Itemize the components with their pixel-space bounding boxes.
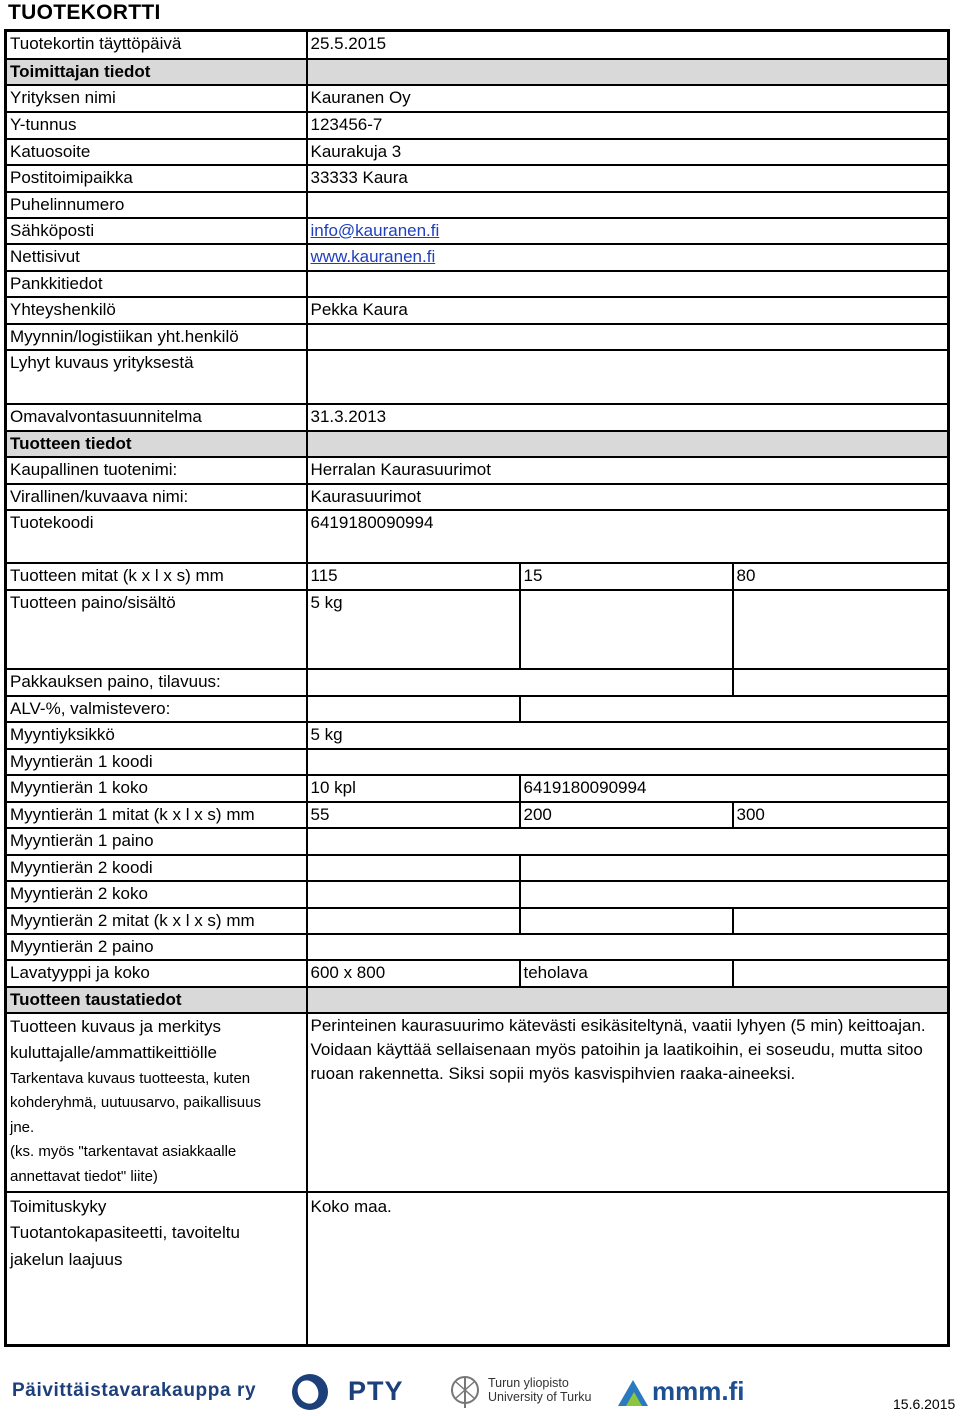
footer-date: 15.6.2015 [893,1396,956,1412]
row-b2-size [6,881,949,908]
product-dims-k[interactable]: 115 [307,563,520,590]
row-bank [6,271,949,297]
product-desc-sub-3: jne. [10,1118,35,1136]
ytunnus-value[interactable]: 123456-7 [307,112,949,139]
utu-line-1: Turun yliopisto [488,1376,569,1390]
bank-value[interactable] [307,271,949,297]
street-label: Katuosoite [6,139,307,165]
mmm-triangle-inner-icon [626,1392,642,1406]
pallet-label: Lavatyyppi ja koko [6,960,307,987]
b1-size-code[interactable]: 6419180090994 [520,775,949,802]
email-label: Sähköposti [6,218,307,244]
product-weight-value[interactable]: 5 kg [307,590,520,669]
pack-weight-label: Pakkauksen paino, tilavuus: [6,669,307,696]
official-name-value[interactable]: Kaurasuurimot [307,484,949,510]
b2-dims-label: Myyntierän 2 mitat (k x l x s) mm [6,908,307,934]
pallet-size[interactable]: 600 x 800 [307,960,520,987]
delivery-label-cell [6,1192,307,1346]
utu-line-2: University of Turku [488,1390,592,1404]
trade-name-label: Kaupallinen tuotenimi: [6,457,307,484]
contact-label: Yhteyshenkilö [6,297,307,324]
row-b2-code [6,855,949,881]
delivery-value[interactable]: Koko maa. [307,1192,949,1346]
row-contact [6,297,949,324]
product-dims-s[interactable]: 80 [733,563,949,590]
self-control-label: Omavalvontasuunnitelma [6,404,307,431]
web-label: Nettisivut [6,244,307,271]
product-desc-label-cell [6,1013,307,1192]
row-b1-size [6,775,949,802]
row-sales-unit [6,722,949,749]
email-link[interactable]: info@kauranen.fi [310,220,440,240]
supplier-heading: Toimittajan tiedot [6,59,307,85]
sales-contact-value[interactable] [307,324,949,350]
company-desc-label: Lyhyt kuvaus yrityksestä [6,350,307,404]
fill-date-label: Tuotekortin täyttöpäivä [6,31,307,59]
row-company-desc [6,350,949,404]
row-web [6,244,949,271]
row-street [6,139,949,165]
logo-pty: PTY [348,1376,404,1406]
b1-size-label: Myyntierän 1 koko [6,775,307,802]
product-desc-label-2: kuluttajalle/ammattikeittiölle [10,1043,217,1062]
sales-contact-label: Myynnin/logistiikan yht.henkilö [6,324,307,350]
b2-code-label: Myyntierän 2 koodi [6,855,307,881]
row-fill-date [6,31,949,59]
row-b2-weight [6,934,949,960]
b1-dims-s[interactable]: 300 [733,802,949,828]
product-heading: Tuotteen tiedot [6,431,307,457]
logo-paivittaistavarakauppa: Päivittäistavarakauppa ry [12,1380,257,1401]
row-email [6,218,949,244]
b1-dims-k[interactable]: 55 [307,802,520,828]
trade-name-value[interactable]: Herralan Kaurasuurimot [307,457,949,484]
row-b1-code [6,749,949,775]
product-card-form [4,29,950,1347]
row-sales-contact [6,324,949,350]
company-value[interactable]: Kauranen Oy [307,85,949,112]
phone-value[interactable] [307,192,949,218]
row-pack-weight [6,669,949,696]
row-pallet [6,960,949,987]
footer-logos [0,1362,960,1416]
row-trade-name [6,457,949,484]
section-background [6,987,949,1013]
page-title: TUOTEKORTTI [8,1,161,24]
row-phone [6,192,949,218]
ytunnus-label: Y-tunnus [6,112,307,139]
delivery-label-1: Toimituskyky [10,1196,107,1216]
pallet-type[interactable]: teholava [520,960,733,987]
logo-university-of-turku [488,1376,592,1404]
company-label: Yrityksen nimi [6,85,307,112]
section-supplier [6,59,949,85]
product-code-value[interactable]: 6419180090994 [307,510,949,563]
logo-mmm: mmm.fi [652,1376,745,1406]
product-desc-sub-5: annettavat tiedot" liite) [10,1167,158,1185]
product-dims-label: Tuotteen mitat (k x l x s) mm [6,563,307,590]
product-desc-label-1: Tuotteen kuvaus ja merkitys [10,1016,222,1036]
b1-weight-label: Myyntierän 1 paino [6,828,307,855]
b1-size-value[interactable]: 10 kpl [307,775,520,802]
product-desc-value[interactable]: Perinteinen kaurasuurimo kätevästi esikäsiteltynä, vaatii lyhyen (5 min) keittoajan. Voidaan käyttää sellaisenaan myös patoihin ja laatikoihin, ei soseudu, mutta sitoo ruoan rakennetta. Siksi sopii myös kasvispihvien raaka-aineeksi. [307,1013,949,1192]
self-control-value[interactable]: 31.3.2013 [307,404,949,431]
row-delivery [6,1192,949,1346]
row-product-description [6,1013,949,1192]
row-company [6,85,949,112]
product-desc-sub-4: (ks. myös "tarkentavat asiakkaalle [10,1143,237,1160]
sales-unit-label: Myyntiyksikkö [6,722,307,749]
delivery-label-2: Tuotantokapasiteetti, tavoiteltu [10,1223,240,1242]
street-value[interactable]: Kaurakuja 3 [307,139,949,165]
product-weight-label: Tuotteen paino/sisältö [6,590,307,669]
row-self-control [6,404,949,431]
postal-value[interactable]: 33333 Kaura [307,165,949,192]
bank-label: Pankkitiedot [6,271,307,297]
b1-code-label: Myyntierän 1 koodi [6,749,307,775]
b2-size-label: Myyntierän 2 koko [6,881,307,908]
product-code-label: Tuotekoodi [6,510,307,563]
row-b2-dims [6,908,949,934]
postal-label: Postitoimipaikka [6,165,307,192]
row-product-dims [6,563,949,590]
section-product [6,431,949,457]
product-desc-sub-1: Tarkentava kuvaus tuotteesta, kuten [10,1069,251,1087]
b2-weight-label: Myyntierän 2 paino [6,934,307,960]
row-b1-dims [6,802,949,828]
company-desc-value[interactable] [307,350,949,404]
row-vat [6,696,949,722]
official-name-label: Virallinen/kuvaava nimi: [6,484,307,510]
product-dims-l[interactable]: 15 [520,563,733,590]
product-desc-sub-2: kohderyhmä, uutuusarvo, paikallisuus [10,1094,261,1111]
row-ytunnus [6,112,949,139]
pty-logo-icon [292,1374,328,1410]
b1-dims-l[interactable]: 200 [520,802,733,828]
contact-value[interactable]: Pekka Kaura [307,297,949,324]
row-b1-weight [6,828,949,855]
row-official-name [6,484,949,510]
university-emblem-icon [448,1374,482,1410]
web-link[interactable]: www.kauranen.fi [310,246,436,266]
fill-date-value[interactable]: 25.5.2015 [307,31,949,59]
row-product-code [6,510,949,563]
row-postal [6,165,949,192]
vat-label: ALV-%, valmistevero: [6,696,307,722]
sales-unit-value[interactable]: 5 kg [307,722,949,749]
delivery-label-3: jakelun laajuus [10,1249,123,1269]
row-product-weight [6,590,949,669]
phone-label: Puhelinnumero [6,192,307,218]
b1-dims-label: Myyntierän 1 mitat (k x l x s) mm [6,802,307,828]
background-heading: Tuotteen taustatiedot [6,987,307,1013]
